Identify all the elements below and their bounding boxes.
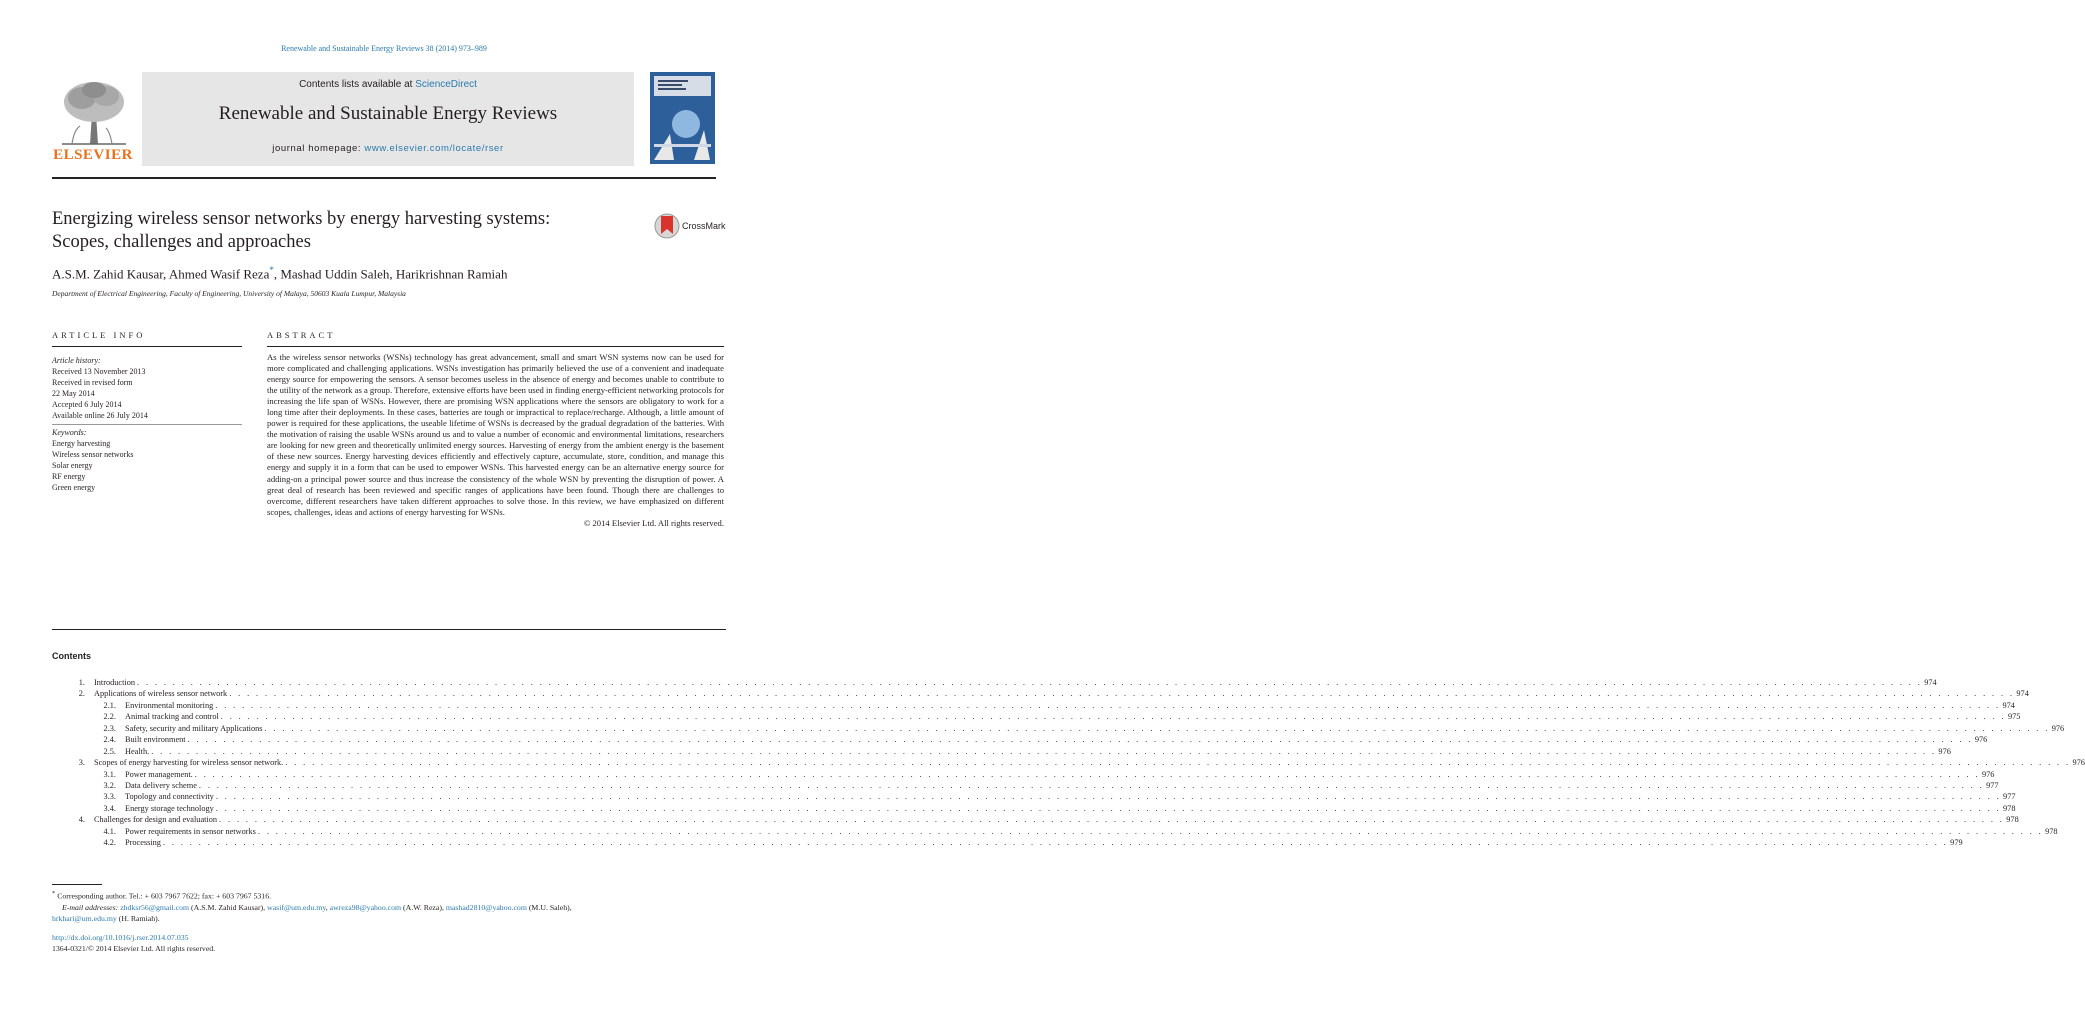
corresponding-author-mark[interactable]: * [269,265,274,275]
toc-page-number: 976 [2072,758,2085,768]
received-date: Received 13 November 2013 [52,367,146,376]
toc-label[interactable]: Energy storage technology [125,803,214,813]
toc-page-number: 974 [1924,678,1937,687]
toc-page-number: 976 [1974,735,1988,745]
journal-masthead [142,72,634,166]
sciencedirect-link[interactable]: ScienceDirect [415,79,477,90]
header-divider [52,177,716,179]
toc-row[interactable] [52,837,1963,848]
toc-leader-dots: . . . . . . . . . . . . . . . . . . . . . . . . . . . . . . . . . . . . . . . . . . . . . . . . . . . . . . . . . . . . . . . . . . . . . . . . . . . . . . . . . . . . . . . . . . . . . . . . . . . . . . . . . . . . . . . . . . . . . . . . . . . . . . . . . . . . . . . . . . . . . . . . . . . . . . . . . . . . . . . . . . . . . . . . . . . . . . . . . . . . . . . . . . . . . . . . . . . . . . . . [220,712,2006,722]
toc-number: 4.1. [103,826,116,836]
toc-row[interactable] [52,688,2029,699]
toc-row[interactable] [52,700,2015,711]
toc-number: 2.3. [103,723,116,733]
abstract-heading: ABSTRACT [267,330,336,340]
toc-number: 2.4. [103,735,116,745]
toc-label[interactable]: Animal tracking and control [125,712,219,722]
toc-number: 1. [78,678,85,687]
crossmark-icon [654,212,680,240]
journal-citation[interactable]: Renewable and Sustainable Energy Reviews 38 (2014) 973–989 [281,44,487,53]
toc-number: 3.4. [103,803,116,813]
homepage-link[interactable]: www.elsevier.com/locate/rser [364,143,504,154]
keyword: Green energy [52,483,96,492]
toc-label[interactable]: Topology and connectivity [125,792,214,802]
doi-block [52,933,215,954]
toc-page-number: 978 [2003,803,2016,813]
abstract-end-rule [52,629,726,630]
toc-leader-dots: . . . . . . . . . . . . . . . . . . . . . . . . . . . . . . . . . . . . . . . . . . . . . . . . . . . . . . . . . . . . . . . . . . . . . . . . . . . . . . . . . . . . . . . . . . . . . . . . . . . . . . . . . . . . . . . . . . . . . . . . . . . . . . . . . . . . . . . . . . . . . . . . . . . . . . . . . . . . . . . . . . . . . . . . . . . . . . . . . . . . . . . . . . . . . . . . . . . . . . . . [257,826,2044,836]
toc-row[interactable] [52,711,2021,722]
toc-number: 4. [78,815,85,825]
email-link[interactable]: hrkhari@um.edu.my [52,913,117,923]
keyword: RF energy [52,472,86,481]
keyword: Energy harvesting [52,439,111,448]
toc-leader-dots: . . . . . . . . . . . . . . . . . . . . . . . . . . . . . . . . . . . . . . . . . . . . . . . . . . . . . . . . . . . . . . . . . . . . . . . . . . . . . . . . . . . . . . . . . . . . . . . . . . . . . . . . . . . . . . . . . . . . . . . . . . . . . . . . . . . . . . . . . . . . . . . . . . . . . . . . . . . . . . . . . . . . . . . . . . . . . . . . . . . . . . . . . . . . . . . . . . . . . . . . [162,838,1949,848]
toc-number: 2.5. [103,746,116,756]
footnotes [52,888,726,924]
toc-label[interactable]: Power requirements in sensor networks [125,826,256,836]
authors-part-1: A.S.M. Zahid Kausar, Ahmed Wasif Reza [52,266,270,282]
toc-label[interactable]: Safety, security and military Applications [125,723,263,733]
email-label: E-mail addresses: [62,902,121,912]
email-link[interactable]: zhdksr56@gmail.com [120,902,190,912]
issn-line: 1364-0321/© 2014 Elsevier Ltd. All rights reserved. [52,943,216,953]
contents-available-line [142,79,634,90]
online-date: Available online 26 July 2014 [52,411,148,420]
toc-page-number: 978 [2045,826,2058,836]
toc-label[interactable]: Power management. [125,769,193,779]
abstract-body [267,352,724,529]
toc-label[interactable]: Health. [125,746,150,756]
toc-number: 2.1. [103,700,116,710]
toc-page-number: 975 [2008,712,2021,722]
article-title-line-1: Energizing wireless sensor networks by energy harvesting systems: [52,209,551,229]
article-info-rule [52,346,242,347]
email-owner: (A.W. Reza), [401,902,446,912]
toc-page-number: 978 [2006,815,2019,825]
email-owner: (M.U. Saleh), [526,902,572,912]
toc-row[interactable] [52,769,1995,780]
toc-number: 4.2. [103,838,116,848]
toc-label[interactable]: Challenges for design and evaluation [94,815,218,825]
toc-leader-dots: . . . . . . . . . . . . . . . . . . . . . . . . . . . . . . . . . . . . . . . . . . . . . . . . . . . . . . . . . . . . . . . . . . . . . . . . . . . . . . . . . . . . . . . . . . . . . . . . . . . . . . . . . . . . . . . . . . . . . . . . . . . . . . . . . . . . . . . . . . . . . . . . . . . . . . . . . . . . . . . . . . . . . . . . . . . . . . . . . . . . . . . . . . . . . . . . . . . . . . . . [229,689,2015,699]
toc-label[interactable]: Applications of wireless sensor network [94,689,228,699]
email-addresses-cont [52,913,726,924]
homepage-prefix: journal homepage: [272,143,365,154]
footnote-rule [52,884,102,885]
toc-number: 3.3. [103,792,116,802]
toc-label[interactable]: Processing [125,838,161,848]
journal-title: Renewable and Sustainable Energy Reviews [218,103,558,124]
contents-prefix: Contents lists available at [299,79,416,90]
toc-leader-dots: . . . . . . . . . . . . . . . . . . . . . . . . . . . . . . . . . . . . . . . . . . . . . . . . . . . . . . . . . . . . . . . . . . . . . . . . . . . . . . . . . . . . . . . . . . . . . . . . . . . . . . . . . . . . . . . . . . . . . . . . . . . . . . . . . . . . . . . . . . . . . . . . . . . . . . . . . . . . . . . . . . . . . . . . . . . . . . . . . . . . . . . . . . . . . . . . . . . . . . . . [137,678,1923,687]
toc-leader-dots: . . . . . . . . . . . . . . . . . . . . . . . . . . . . . . . . . . . . . . . . . . . . . . . . . . . . . . . . . . . . . . . . . . . . . . . . . . . . . . . . . . . . . . . . . . . . . . . . . . . . . . . . . . . . . . . . . . . . . . . . . . . . . . . . . . . . . . . . . . . . . . . . . . . . . . . . . . . . . . . . . . . . . . . . . . . . . . . . . . . . . . . . . . . . . . . . . . . . . . . . [215,792,2002,802]
toc-row[interactable] [52,746,1951,757]
toc-leader-dots: . . . . . . . . . . . . . . . . . . . . . . . . . . . . . . . . . . . . . . . . . . . . . . . . . . . . . . . . . . . . . . . . . . . . . . . . . . . . . . . . . . . . . . . . . . . . . . . . . . . . . . . . . . . . . . . . . . . . . . . . . . . . . . . . . . . . . . . . . . . . . . . . . . . . . . . . . . . . . . . . . . . . . . . . . . . . . . . . . . . . . . . . . . . . . . . . . . . . . . . . [194,769,1980,779]
table-of-contents [52,677,2085,849]
email-link[interactable]: mashad2810@yahoo.com [445,902,527,912]
toc-label[interactable]: Scopes of energy harvesting for wireless sensor network. [94,758,284,768]
abstract-copyright: © 2014 Elsevier Ltd. All rights reserved. [583,517,724,528]
doi-link[interactable]: http://dx.doi.org/10.1016/j.rser.2014.07.035 [52,933,189,942]
email-owner: (H. Ramiah). [116,913,160,923]
abstract-text: As the wireless sensor networks (WSNs) technology has great advancement, small and smart WSN systems now can be used for more complicated and challenging applications. WSNs investigation has primarily believed the use of a convenient and inadequate energy source for empowering the sensors. A sensor becomes useless in the absence of energy and becomes unable to contribute to the utility of the network as a group. Therefore, extensive efforts have been used in finding energy-efficient networking protocols for increasing the life span of WSNs. However, there are promising WSN applications where the sensors are obligatory to work for a long time after their deployments. In these cases, batteries are tough or impractical to replace/recharge. Although, a little amount of power is required for these applications, the useable lifetime of WSNs is decreased by the gradual degradation of the batteries. With the motivation of raising the usable WSNs around us and to value a number of economic and environmental limitations, researchers are looking for new green and theoretically unlimited energy sources. Harvesting of energy from the ambient energy is the basement of these new sources. Energy harvesting devices efficiently and effectively capture, accumulate, store, condition, and manage this energy and supply it in a form that can be used to empower WSNs. This harvested energy can be an alternative energy source for adding-on a principal power source and thus increase the consistency of the whole WSN by preventing the disruption of power. A great deal of research has been reviewed and specific ranges of applications have been found. Though there are challenges to overcome, different researchers have taken different approaches to solve those. In this review, we have emphasized on different scopes, challenges, ideas and actions of energy harvesting for WSNs. [267,352,724,517]
authors-part-2: , Mashad Uddin Saleh, Harikrishnan Ramiah [273,266,508,282]
toc-page-number: 974 [2016,689,2029,699]
email-separator: , [325,902,330,912]
toc-row[interactable] [52,791,2016,802]
revised-label: Received in revised form [52,378,133,387]
toc-number: 3.2. [103,780,116,790]
toc-page-number: 976 [2051,723,2065,733]
elsevier-logo [52,78,134,164]
toc-leader-dots: . . . . . . . . . . . . . . . . . . . . . . . . . . . . . . . . . . . . . . . . . . . . . . . . . . . . . . . . . . . . . . . . . . . . . . . . . . . . . . . . . . . . . . . . . . . . . . . . . . . . . . . . . . . . . . . . . . . . . . . . . . . . . . . . . . . . . . . . . . . . . . . . . . . . . . . . . . . . . . . . . . . . . . . . . . . . . . . . . . . . . . . . . . . . . . . . . . . . . . . . [187,735,1973,745]
affiliation: Department of Electrical Engineering, Faculty of Engineering, University of Malaya, 50603 Kuala Lumpur, Malaysia [52,289,406,298]
journal-homepage-line [142,143,634,154]
toc-row[interactable] [52,757,2085,768]
toc-row[interactable] [52,814,2019,825]
author-list [52,265,507,282]
toc-page-number: 977 [2003,792,2016,802]
article-info-heading: ARTICLE INFO [52,330,146,340]
keywords-rule [52,424,242,425]
toc-row[interactable] [52,803,2016,814]
toc-page-number: 974 [2002,700,2015,710]
revised-date: 22 May 2014 [52,389,95,398]
email-link[interactable]: wasif@um.edu.my [267,902,326,912]
toc-row[interactable] [52,780,1999,791]
toc-leader-dots: . . . . . . . . . . . . . . . . . . . . . . . . . . . . . . . . . . . . . . . . . . . . . . . . . . . . . . . . . . . . . . . . . . . . . . . . . . . . . . . . . . . . . . . . . . . . . . . . . . . . . . . . . . . . . . . . . . . . . . . . . . . . . . . . . . . . . . . . . . . . . . . . . . . . . . . . . . . . . . . . . . . . . . . . . . . . . . . . . . . . . . . . . . . . . . . . . . . . . . . . [215,803,2002,813]
toc-number: 2.2. [103,712,116,722]
article-title-line-2: Scopes, challenges and approaches [52,232,311,252]
toc-leader-dots: . . . . . . . . . . . . . . . . . . . . . . . . . . . . . . . . . . . . . . . . . . . . . . . . . . . . . . . . . . . . . . . . . . . . . . . . . . . . . . . . . . . . . . . . . . . . . . . . . . . . . . . . . . . . . . . . . . . . . . . . . . . . . . . . . . . . . . . . . . . . . . . . . . . . . . . . . . . . . . . . . . . . . . . . . . . . . . . . . . . . . . . . . . . . . . . . . . . . . . . . [285,758,2071,768]
toc-leader-dots: . . . . . . . . . . . . . . . . . . . . . . . . . . . . . . . . . . . . . . . . . . . . . . . . . . . . . . . . . . . . . . . . . . . . . . . . . . . . . . . . . . . . . . . . . . . . . . . . . . . . . . . . . . . . . . . . . . . . . . . . . . . . . . . . . . . . . . . . . . . . . . . . . . . . . . . . . . . . . . . . . . . . . . . . . . . . . . . . . . . . . . . . . . . . . . . . . . . . . . . . [264,723,2050,733]
toc-row[interactable] [52,723,2065,734]
abstract-rule [267,346,724,347]
keywords-label: Keywords: [52,428,87,437]
article-title [52,208,642,254]
toc-label[interactable]: Data delivery scheme [125,780,197,790]
toc-row[interactable] [52,734,1988,745]
toc-number: 3.1. [103,769,116,779]
keyword: Solar energy [52,461,93,470]
keyword: Wireless sensor networks [52,450,134,459]
accepted-date: Accepted 6 July 2014 [52,400,122,409]
toc-row[interactable] [52,677,1937,688]
corresponding-author-note [52,888,726,902]
toc-leader-dots: . . . . . . . . . . . . . . . . . . . . . . . . . . . . . . . . . . . . . . . . . . . . . . . . . . . . . . . . . . . . . . . . . . . . . . . . . . . . . . . . . . . . . . . . . . . . . . . . . . . . . . . . . . . . . . . . . . . . . . . . . . . . . . . . . . . . . . . . . . . . . . . . . . . . . . . . . . . . . . . . . . . . . . . . . . . . . . . . . . . . . . . . . . . . . . . . . . . . . . . . [198,780,1985,790]
elsevier-wordmark: ELSEVIER [53,147,133,163]
toc-label[interactable]: Environmental monitoring [125,700,214,710]
crossmark-label: CrossMark [682,221,726,231]
toc-row[interactable] [52,826,2058,837]
footnote-mark: * [52,890,56,897]
toc-label[interactable]: Introduction [94,678,136,687]
toc-page-number: 979 [1950,838,1963,848]
toc-page-number: 976 [1938,746,1951,756]
contents-heading: Contents [52,651,91,661]
toc-number: 2. [78,689,85,699]
toc-label[interactable]: Built environment [125,735,186,745]
journal-cover-image [650,72,715,164]
toc-leader-dots: . . . . . . . . . . . . . . . . . . . . . . . . . . . . . . . . . . . . . . . . . . . . . . . . . . . . . . . . . . . . . . . . . . . . . . . . . . . . . . . . . . . . . . . . . . . . . . . . . . . . . . . . . . . . . . . . . . . . . . . . . . . . . . . . . . . . . . . . . . . . . . . . . . . . . . . . . . . . . . . . . . . . . . . . . . . . . . . . . . . . . . . . . . . . . . . . . . . . . . . . [151,746,1937,756]
toc-number: 3. [78,758,85,768]
toc-leader-dots: . . . . . . . . . . . . . . . . . . . . . . . . . . . . . . . . . . . . . . . . . . . . . . . . . . . . . . . . . . . . . . . . . . . . . . . . . . . . . . . . . . . . . . . . . . . . . . . . . . . . . . . . . . . . . . . . . . . . . . . . . . . . . . . . . . . . . . . . . . . . . . . . . . . . . . . . . . . . . . . . . . . . . . . . . . . . . . . . . . . . . . . . . . . . . . . . . . . . . . . . [219,815,2005,825]
email-link[interactable]: awreza98@yahoo.com [329,902,402,912]
toc-page-number: 976 [1981,769,1995,779]
toc-leader-dots: . . . . . . . . . . . . . . . . . . . . . . . . . . . . . . . . . . . . . . . . . . . . . . . . . . . . . . . . . . . . . . . . . . . . . . . . . . . . . . . . . . . . . . . . . . . . . . . . . . . . . . . . . . . . . . . . . . . . . . . . . . . . . . . . . . . . . . . . . . . . . . . . . . . . . . . . . . . . . . . . . . . . . . . . . . . . . . . . . . . . . . . . . . . . . . . . . . . . . . . . [215,700,2001,710]
toc-page-number: 977 [1986,780,1999,790]
email-owner: (A.S.M. Zahid Kausar), [189,902,268,912]
elsevier-tree-icon [52,78,134,146]
cover-art-icon [650,72,715,164]
corresponding-author-text: Corresponding author. Tel.: + 603 7967 7622; fax: + 603 7967 5316. [57,891,272,901]
history-label: Article history: [52,356,101,365]
crossmark-badge[interactable] [654,212,724,240]
email-addresses [52,902,726,913]
article-info-panel [52,355,242,493]
